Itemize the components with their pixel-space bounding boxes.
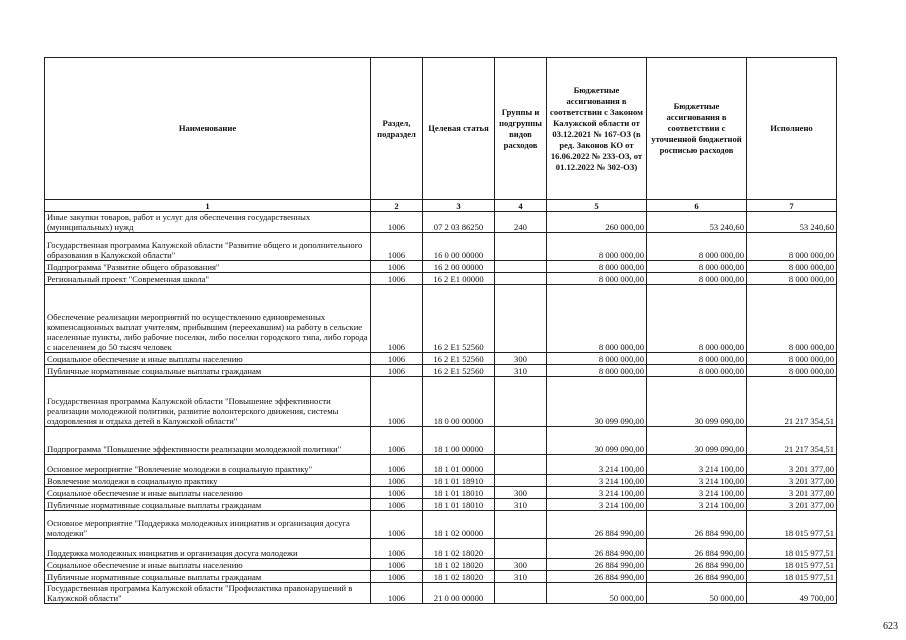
row-budget-law-cell: 8 000 000,00 (547, 233, 647, 261)
row-budget-refined-cell: 8 000 000,00 (647, 353, 747, 365)
row-name-cell: Государственная программа Калужской области "Развитие общего и дополнительного образования в Калужской области" (45, 233, 371, 261)
row-target-cell: 16 2 E1 52560 (423, 365, 495, 377)
row-executed-cell: 3 201 377,00 (747, 475, 837, 487)
row-name-cell: Иные закупки товаров, работ и услуг для обеспечения государственных (муниципальных) нужд (45, 212, 371, 233)
row-target-cell: 18 1 01 18910 (423, 475, 495, 487)
row-name-cell: Обеспечение реализации мероприятий по осуществлению единовременных компенсационных выплат учителям, прибывшим (переехавшим) на работу в сельские населенные пункты, либо рабочие поселки, либо поселки городского типа, либо города с населением до 50 тысяч человек (45, 285, 371, 353)
row-budget-law-cell: 30 099 090,00 (547, 427, 647, 455)
table-row (45, 499, 837, 511)
row-executed-cell: 3 201 377,00 (747, 455, 837, 475)
row-target-cell: 16 2 E1 00000 (423, 273, 495, 285)
row-group-cell: 300 (495, 559, 547, 571)
table-row (45, 261, 837, 273)
row-section-cell: 1006 (371, 261, 423, 273)
column-number-row (45, 200, 837, 212)
row-group-cell: 310 (495, 571, 547, 583)
table-row (45, 233, 837, 261)
row-executed-cell: 53 240,60 (747, 212, 837, 233)
row-budget-refined-cell: 50 000,00 (647, 583, 747, 604)
row-group-cell: 240 (495, 212, 547, 233)
header-budget-refined: Бюджетные ассигнования в соответствии с уточненной бюджетной росписью расходов (647, 58, 747, 200)
row-target-cell: 16 2 E1 52560 (423, 285, 495, 353)
table-row (45, 285, 837, 353)
row-budget-law-cell: 3 214 100,00 (547, 487, 647, 499)
table-row (45, 455, 837, 475)
row-budget-refined-cell: 26 884 990,00 (647, 571, 747, 583)
column-number: 3 (423, 200, 495, 212)
row-name-cell: Поддержка молодежных инициатив и организация досуга молодежи (45, 539, 371, 559)
row-group-cell (495, 427, 547, 455)
row-section-cell: 1006 (371, 559, 423, 571)
row-section-cell: 1006 (371, 285, 423, 353)
header-section: Раздел, подраздел (371, 58, 423, 200)
row-group-cell (495, 455, 547, 475)
row-budget-law-cell: 26 884 990,00 (547, 539, 647, 559)
row-target-cell: 18 1 02 18020 (423, 559, 495, 571)
row-budget-refined-cell: 26 884 990,00 (647, 511, 747, 539)
row-executed-cell: 8 000 000,00 (747, 233, 837, 261)
row-executed-cell: 18 015 977,51 (747, 539, 837, 559)
table-row (45, 559, 837, 571)
row-budget-law-cell: 8 000 000,00 (547, 353, 647, 365)
row-budget-law-cell: 26 884 990,00 (547, 511, 647, 539)
table-row (45, 365, 837, 377)
row-group-cell (495, 377, 547, 427)
row-budget-law-cell: 8 000 000,00 (547, 285, 647, 353)
row-budget-law-cell: 8 000 000,00 (547, 365, 647, 377)
row-section-cell: 1006 (371, 571, 423, 583)
row-name-cell: Публичные нормативные социальные выплаты гражданам (45, 499, 371, 511)
table-row (45, 273, 837, 285)
row-section-cell: 1006 (371, 499, 423, 511)
row-section-cell: 1006 (371, 365, 423, 377)
row-section-cell: 1006 (371, 212, 423, 233)
row-target-cell: 16 0 00 00000 (423, 233, 495, 261)
row-target-cell: 18 0 00 00000 (423, 377, 495, 427)
row-target-cell: 18 1 02 18020 (423, 571, 495, 583)
row-budget-refined-cell: 8 000 000,00 (647, 261, 747, 273)
row-executed-cell: 18 015 977,51 (747, 559, 837, 571)
row-name-cell: Вовлечение молодежи в социальную практику (45, 475, 371, 487)
row-executed-cell: 8 000 000,00 (747, 285, 837, 353)
row-budget-refined-cell: 26 884 990,00 (647, 559, 747, 571)
row-name-cell: Государственная программа Калужской области "Профилактика правонарушений в Калужской области" (45, 583, 371, 604)
row-name-cell: Государственная программа Калужской области "Повышение эффективности реализации молодежной политики, развитие волонтерского движения, системы оздоровления и отдыха детей в Калужской области" (45, 377, 371, 427)
row-budget-refined-cell: 3 214 100,00 (647, 487, 747, 499)
row-budget-refined-cell: 53 240,60 (647, 212, 747, 233)
row-executed-cell: 8 000 000,00 (747, 353, 837, 365)
row-group-cell (495, 511, 547, 539)
column-number: 2 (371, 200, 423, 212)
row-group-cell (495, 233, 547, 261)
row-name-cell: Основное мероприятие "Вовлечение молодежи в социальную практику" (45, 455, 371, 475)
row-section-cell: 1006 (371, 427, 423, 455)
row-target-cell: 18 1 00 00000 (423, 427, 495, 455)
row-section-cell: 1006 (371, 455, 423, 475)
row-budget-law-cell: 30 099 090,00 (547, 377, 647, 427)
header-row (45, 58, 837, 200)
page-number: 623 (883, 621, 898, 632)
row-budget-refined-cell: 30 099 090,00 (647, 427, 747, 455)
column-number: 1 (45, 200, 371, 212)
header-name: Наименование (45, 58, 371, 200)
row-budget-law-cell: 3 214 100,00 (547, 455, 647, 475)
table-row (45, 511, 837, 539)
row-budget-refined-cell: 8 000 000,00 (647, 285, 747, 353)
table-row (45, 377, 837, 427)
row-executed-cell: 3 201 377,00 (747, 499, 837, 511)
row-name-cell: Социальное обеспечение и иные выплаты населению (45, 559, 371, 571)
header-executed: Исполнено (747, 58, 837, 200)
row-group-cell: 300 (495, 353, 547, 365)
row-target-cell: 18 1 01 18010 (423, 487, 495, 499)
row-section-cell: 1006 (371, 487, 423, 499)
row-group-cell: 310 (495, 365, 547, 377)
row-budget-refined-cell: 26 884 990,00 (647, 539, 747, 559)
header-budget-law: Бюджетные ассигнования в соответствии с Законом Калужской области от 03.12.2021 № 167-ОЗ (в ред. Законов КО от 16.06.2022 № 233-ОЗ, от 01.12.2022 № 302-ОЗ) (547, 58, 647, 200)
row-executed-cell: 3 201 377,00 (747, 487, 837, 499)
table-row (45, 487, 837, 499)
row-target-cell: 18 1 01 00000 (423, 455, 495, 475)
column-number: 4 (495, 200, 547, 212)
row-name-cell: Социальное обеспечение и иные выплаты населению (45, 353, 371, 365)
row-group-cell (495, 475, 547, 487)
row-group-cell: 310 (495, 499, 547, 511)
row-group-cell (495, 273, 547, 285)
row-target-cell: 18 1 02 18020 (423, 539, 495, 559)
row-name-cell: Подпрограмма "Повышение эффективности реализации молодежной политики" (45, 427, 371, 455)
header-target: Целевая статья (423, 58, 495, 200)
row-name-cell: Основное мероприятие "Поддержка молодежных инициатив и организация досуга молодежи" (45, 511, 371, 539)
row-target-cell: 07 2 03 86250 (423, 212, 495, 233)
header-groups: Группы и подгруппы видов расходов (495, 58, 547, 200)
row-executed-cell: 8 000 000,00 (747, 365, 837, 377)
row-group-cell (495, 539, 547, 559)
row-executed-cell: 18 015 977,51 (747, 511, 837, 539)
row-budget-law-cell: 26 884 990,00 (547, 571, 647, 583)
row-budget-law-cell: 260 000,00 (547, 212, 647, 233)
row-section-cell: 1006 (371, 475, 423, 487)
row-section-cell: 1006 (371, 273, 423, 285)
row-group-cell: 300 (495, 487, 547, 499)
column-number: 7 (747, 200, 837, 212)
table-body (45, 212, 837, 604)
row-executed-cell: 8 000 000,00 (747, 273, 837, 285)
row-target-cell: 16 2 E1 52560 (423, 353, 495, 365)
row-name-cell: Публичные нормативные социальные выплаты гражданам (45, 571, 371, 583)
row-budget-refined-cell: 8 000 000,00 (647, 233, 747, 261)
table-row (45, 427, 837, 455)
column-number: 6 (647, 200, 747, 212)
table-row (45, 583, 837, 604)
row-budget-law-cell: 8 000 000,00 (547, 273, 647, 285)
row-executed-cell: 18 015 977,51 (747, 571, 837, 583)
row-section-cell: 1006 (371, 233, 423, 261)
budget-table (44, 57, 837, 604)
row-budget-refined-cell: 3 214 100,00 (647, 499, 747, 511)
row-executed-cell: 8 000 000,00 (747, 261, 837, 273)
row-group-cell (495, 261, 547, 273)
row-target-cell: 18 1 02 00000 (423, 511, 495, 539)
row-name-cell: Подпрограмма "Развитие общего образования" (45, 261, 371, 273)
row-executed-cell: 49 700,00 (747, 583, 837, 604)
row-budget-law-cell: 8 000 000,00 (547, 261, 647, 273)
row-budget-refined-cell: 3 214 100,00 (647, 455, 747, 475)
row-section-cell: 1006 (371, 511, 423, 539)
table-row (45, 539, 837, 559)
table-row (45, 353, 837, 365)
row-section-cell: 1006 (371, 583, 423, 604)
row-budget-refined-cell: 8 000 000,00 (647, 273, 747, 285)
row-section-cell: 1006 (371, 353, 423, 365)
row-budget-refined-cell: 3 214 100,00 (647, 475, 747, 487)
row-budget-law-cell: 26 884 990,00 (547, 559, 647, 571)
row-executed-cell: 21 217 354,51 (747, 427, 837, 455)
row-budget-law-cell: 50 000,00 (547, 583, 647, 604)
table-row (45, 212, 837, 233)
row-name-cell: Региональный проект "Современная школа" (45, 273, 371, 285)
row-target-cell: 16 2 00 00000 (423, 261, 495, 273)
row-group-cell (495, 285, 547, 353)
table-row (45, 571, 837, 583)
row-group-cell (495, 583, 547, 604)
column-number: 5 (547, 200, 647, 212)
row-budget-law-cell: 3 214 100,00 (547, 499, 647, 511)
row-budget-refined-cell: 8 000 000,00 (647, 365, 747, 377)
row-budget-law-cell: 3 214 100,00 (547, 475, 647, 487)
row-budget-refined-cell: 30 099 090,00 (647, 377, 747, 427)
row-name-cell: Социальное обеспечение и иные выплаты населению (45, 487, 371, 499)
row-section-cell: 1006 (371, 539, 423, 559)
table-row (45, 475, 837, 487)
row-target-cell: 18 1 01 18010 (423, 499, 495, 511)
row-target-cell: 21 0 00 00000 (423, 583, 495, 604)
row-name-cell: Публичные нормативные социальные выплаты гражданам (45, 365, 371, 377)
row-executed-cell: 21 217 354,51 (747, 377, 837, 427)
row-section-cell: 1006 (371, 377, 423, 427)
